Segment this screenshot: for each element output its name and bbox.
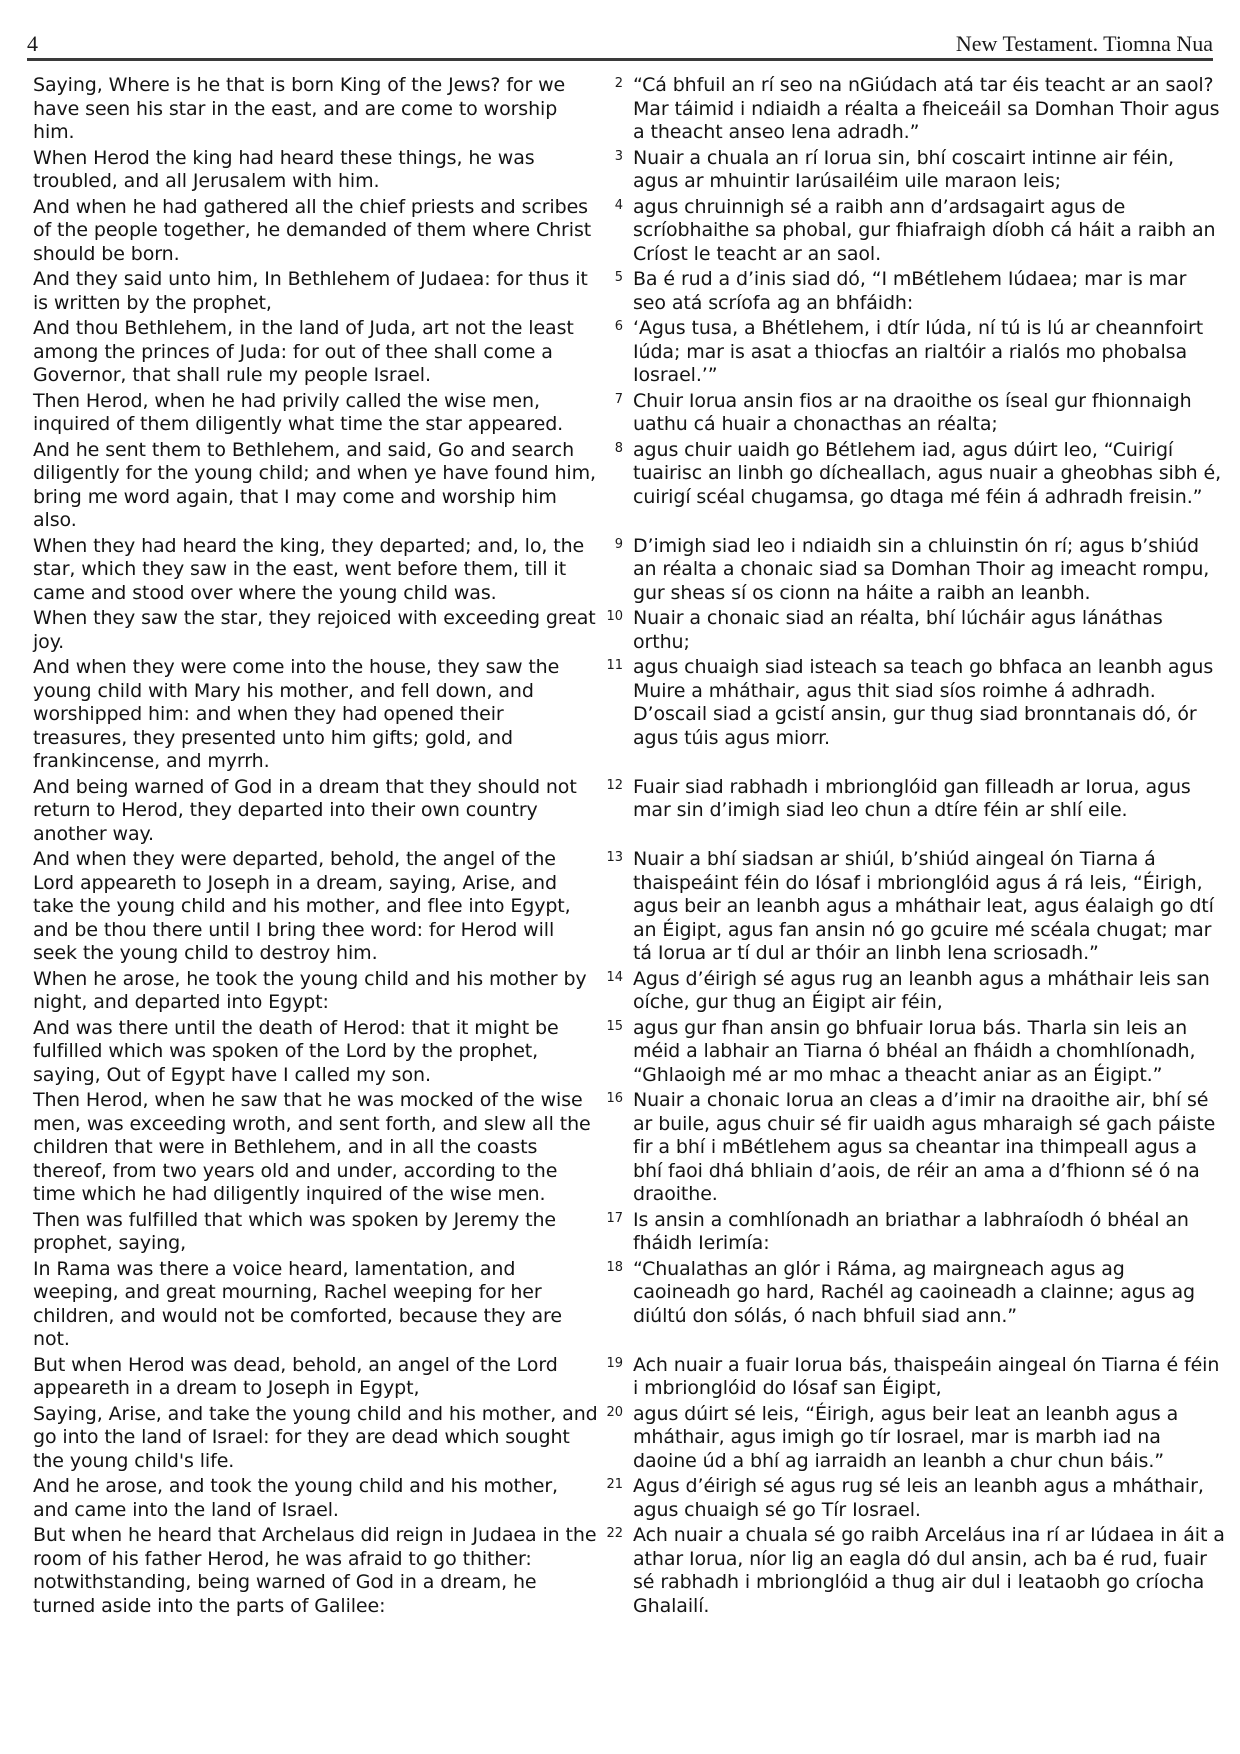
verse-text-english: Then was fulfilled that which was spoken by Jeremy the prophet, saying, xyxy=(33,1208,556,1254)
verse-text-english: And he sent them to Bethlehem, and said, Go and search diligently for the young child; and when ye have found him, bring me word again, that I may come and worship him also. xyxy=(33,438,596,531)
verse-text-irish: Ach nuair a chuala sé go raibh Arceláus ina rí ar Iúdaea in áit a athar Iorua, níor lig an eagla dó dul ansin, ach ba é rud, fuair sé rabhadh i mbrionglóid a thug air dul i leataobh go críocha Ghalailí. xyxy=(633,1524,1225,1617)
verse-text-irish: agus gur fhan ansin go bhfuair Iorua bás. Tharla sin leis an méid a labhair an Tiarna ó bhéal an fháidh a chomhlíonadh, “Ghlaoigh mé ar mo mhac a theacht aniar as an Éigipt.” xyxy=(633,1016,1196,1086)
running-head-title: New Testament. Tiomna Nua xyxy=(955,31,1213,56)
verse-text-english: Then Herod, when he had privily called the wise men, inquired of them diligently what time the star appeared. xyxy=(33,389,564,435)
verse-text-irish: Fuair siad rabhadh i mbrionglóid gan filleadh ar Iorua, agus mar sin d’imigh siad leo chun a dtíre féin ar shlí eile. xyxy=(633,775,1191,821)
verse-row xyxy=(33,1089,1225,1207)
verse-text-english: And being warned of God in a dream that they should not return to Herod, they departed into their own country another way. xyxy=(33,775,577,845)
verse-number: 5 xyxy=(614,270,623,285)
verse-number: 20 xyxy=(606,1404,623,1420)
verse-text-irish: Is ansin a comhlíonadh an briathar a labhraíodh ó bhéal an fháidh Ierimía: xyxy=(633,1208,1189,1254)
verse-number: 8 xyxy=(614,440,623,456)
verse-text-irish: agus dúirt sé leis, “Éirigh, agus beir leat an leanbh agus a mháthair, agus imigh go tír Iosrael, mar is marbh iad na daoine úd a bhí ag iarraidh an leanbh a chur chun báis.” xyxy=(633,1402,1179,1472)
verse-text-english: When he arose, he took the young child and his mother by night, and departed into Egypt: xyxy=(33,967,587,1013)
verse-text-english: And when they were departed, behold, the angel of the Lord appeareth to Joseph in a dream, saying, Arise, and take the young child and his mother, and flee into Egypt, and be thou there until I bring thee word: for Herod will seek the young child to destroy him. xyxy=(33,848,571,964)
verse-row xyxy=(33,968,1225,1015)
verse-number: 6 xyxy=(614,319,623,334)
verse-text-irish: “Chualathas an glór i Ráma, ag mairgneach agus ag caoineadh go hard, Rachél ag caoineadh a clainne; agus ag diúltú don sólás, ó nach bhfuil siad ann.” xyxy=(633,1257,1195,1327)
page-header xyxy=(27,32,1213,56)
verse-text-irish: Ach nuair a fuair Iorua bás, thaispeáin aingeal ón Tiarna é féin i mbrionglóid do Iósaf san Éigipt, xyxy=(633,1353,1220,1399)
verse-text-irish: Ba é rud a d’inis siad dó, “I mBétlehem Iúdaea; mar is mar seo atá scríofa ag an bhfáidh: xyxy=(633,268,1187,314)
verse-text-irish: agus chuaigh siad isteach sa teach go bhfaca an leanbh agus Muire a mháthair, agus thit siad síos roimhe á adhradh. D’oscail siad a gcistí ansin, gur thug siad bronntanais dó, ór agus túis agus miorr. xyxy=(633,656,1214,749)
verse-text-english: When Herod the king had heard these things, he was troubled, and all Jerusalem with him. xyxy=(33,146,535,192)
verse-number: 12 xyxy=(606,777,623,793)
verse-text-irish: D’imigh siad leo i ndiaidh sin a chluinstin ón rí; agus b’shiúd an réalta a chonaic siad sa Domhan Thoir ag imeacht rompu, gur sheas sí os cionn na háite a raibh an leanbh. xyxy=(633,534,1210,604)
verse-row xyxy=(33,439,1225,533)
verse-number: 18 xyxy=(606,1259,623,1275)
verse-row xyxy=(33,147,1225,194)
verse-row xyxy=(33,1524,1225,1618)
verse-text-english: When they saw the star, they rejoiced with exceeding great joy. xyxy=(33,607,596,653)
verse-text-english: And when he had gathered all the chief priests and scribes of the people together, he demanded of them where Christ should be born. xyxy=(33,195,592,265)
verse-text-irish: Nuair a chonaic Iorua an cleas a d’imir na draoithe air, bhí sé ar buile, agus chuir sé fir uaidh agus mharaigh sé gach páiste fir a bhí i mBétlehem agus sa cheantar ina thimpeall agus a bhí faoi dhá bhliain d’aois, de réir an ama a d’fhionn sé ó na draoithe. xyxy=(633,1089,1216,1205)
verse-text-english: But when Herod was dead, behold, an angel of the Lord appeareth in a dream to Joseph in Egypt, xyxy=(33,1353,558,1399)
verse-number: 16 xyxy=(606,1091,623,1106)
verse-number: 17 xyxy=(606,1210,623,1226)
verse-text-irish: Chuir Iorua ansin fios ar na draoithe os íseal gur fhionnaigh uathu cá huair a chonacthas an réalta; xyxy=(633,389,1192,435)
verse-text-english: When they had heard the king, they departed; and, lo, the star, which they saw in the east, went before them, till it came and stood over where the young child was. xyxy=(33,534,585,604)
verse-row xyxy=(33,1209,1225,1256)
verse-number: 3 xyxy=(614,148,623,164)
verse-text-irish: “Cá bhfuil an rí seo na nGiúdach atá tar éis teacht ar an saol? Mar táimid i ndiaidh a réalta a fheiceáil sa Domhan Thoir agus a theacht anseo lena adradh.” xyxy=(633,74,1220,143)
verse-number: 19 xyxy=(606,1355,623,1371)
verse-row xyxy=(33,607,1225,654)
verse-text-english: And was there until the death of Herod: that it might be fulfilled which was spoken of the Lord by the prophet, saying, Out of Egypt have I called my son. xyxy=(33,1016,559,1086)
verse-text-english: And thou Bethlehem, in the land of Juda, art not the least among the princes of Juda: for out of thee shall come a Governor, that shall rule my people Israel. xyxy=(33,317,574,386)
verse-text-irish: Agus d’éirigh sé agus rug sé leis an leanbh agus a mháthair, agus chuaigh sé go Tír Iosrael. xyxy=(633,1475,1204,1521)
verse-number: 4 xyxy=(614,197,623,213)
verse-number: 9 xyxy=(614,536,623,552)
verse-text-english: Saying, Arise, and take the young child and his mother, and go into the land of Israel: for they are dead which sought the young child's life. xyxy=(33,1402,598,1472)
header-rule xyxy=(27,58,1213,61)
verse-number: 11 xyxy=(606,658,623,673)
verse-text-english: Saying, Where is he that is born King of the Jews? for we have seen his star in the east, and are come to worship him. xyxy=(33,74,566,143)
verse-number: 7 xyxy=(614,391,623,407)
verse-text-english: And they said unto him, In Bethlehem of Judaea: for thus it is written by the prophet, xyxy=(33,268,588,314)
verse-number: 21 xyxy=(606,1477,623,1492)
verse-row xyxy=(33,268,1225,315)
verse-text-english: But when he heard that Archelaus did reign in Judaea in the room of his father Herod, he was afraid to go thither: notwithstanding, being warned of God in a dream, he turned aside into the parts of Galilee: xyxy=(33,1524,597,1617)
verse-number: 14 xyxy=(606,969,623,985)
verse-row xyxy=(33,1354,1225,1401)
page-number: 4 xyxy=(27,31,38,56)
verse-text-irish: ‘Agus tusa, a Bhétlehem, i dtír Iúda, ní tú is lú ar cheannfoirt Iúda; mar is asat a thiocfas an rialtóir a rialós mo phobalsa Iosrael.’” xyxy=(633,317,1204,386)
verse-text-irish: Nuair a chonaic siad an réalta, bhí lúcháir agus lánáthas orthu; xyxy=(633,607,1163,653)
verse-row xyxy=(33,776,1225,847)
verse-row xyxy=(33,848,1225,966)
verse-row xyxy=(33,196,1225,267)
verse-row xyxy=(33,656,1225,774)
verse-row xyxy=(33,1403,1225,1474)
verse-text-irish: agus chruinnigh sé a raibh ann d’ardsagairt agus de scríobhaithe sa phobal, gur fhiafraigh díobh cá háit a raibh an Críost le teacht ar an saol. xyxy=(633,195,1216,265)
verse-list xyxy=(33,74,1225,1620)
verse-row xyxy=(33,1258,1225,1352)
verse-text-irish: Agus d’éirigh sé agus rug an leanbh agus a mháthair leis san oíche, gur thug an Éigipt air féin, xyxy=(633,967,1210,1013)
verse-text-english: Then Herod, when he saw that he was mocked of the wise men, was exceeding wroth, and sent forth, and slew all the children that were in Bethlehem, and in all the coasts thereof, from two years old and under, according to the time which he had diligently inquired of the wise men. xyxy=(33,1089,591,1205)
verse-number: 10 xyxy=(606,609,623,624)
verse-text-english: In Rama was there a voice heard, lamentation, and weeping, and great mourning, Rachel weeping for her children, and would not be comforted, because they are not. xyxy=(33,1257,562,1350)
verse-text-irish: Nuair a chuala an rí Iorua sin, bhí coscairt intinne air féin, agus ar mhuintir Iarúsailéim uile maraon leis; xyxy=(633,146,1174,192)
verse-text-irish: Nuair a bhí siadsan ar shiúl, b’shiúd aingeal ón Tiarna á thaispeáint féin do Iósaf i mbrionglóid agus á rá leis, “Éirigh, agus beir an leanbh agus a mháthair leat, agus éalaigh go dtí an Éigipt, agus fan ansin nó go gcuire mé scéala chugat; mar tá Iorua ar tí dul ar thóir an linbh lena scriosadh.” xyxy=(633,848,1214,964)
verse-number: 13 xyxy=(606,850,623,865)
verse-row xyxy=(33,74,1225,145)
verse-text-irish: agus chuir uaidh go Bétlehem iad, agus dúirt leo, “Cuirigí tuairisc an linbh go dícheallach, agus nuair a gheobhas sibh é, cuirigí scéal chugamsa, go dtaga mé féin á adhradh freisin.” xyxy=(633,438,1222,508)
verse-number: 15 xyxy=(606,1018,623,1034)
verse-number: 22 xyxy=(606,1526,623,1541)
verse-row xyxy=(33,317,1225,388)
verse-row xyxy=(33,390,1225,437)
verse-row xyxy=(33,535,1225,606)
verse-text-english: And when they were come into the house, they saw the young child with Mary his mother, and fell down, and worshipped him: and when they had opened their treasures, they presented unto him gifts; gold, and frankincense, and myrrh. xyxy=(33,656,560,772)
verse-number: 2 xyxy=(614,76,623,91)
verse-text-english: And he arose, and took the young child and his mother, and came into the land of Israel. xyxy=(33,1475,558,1521)
verse-row xyxy=(33,1475,1225,1522)
verse-row xyxy=(33,1017,1225,1088)
